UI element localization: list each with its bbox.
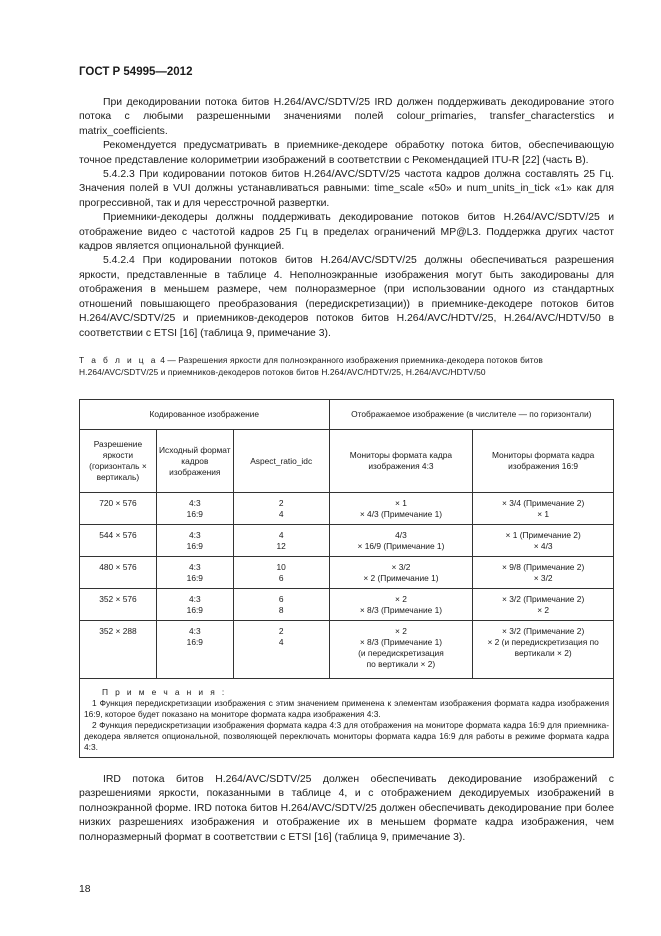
cell-monitor-16-9 — [473, 525, 614, 557]
cell-source-format-line: 4:3 — [188, 626, 201, 636]
table-row — [80, 525, 614, 557]
cell-monitor-16-9 — [473, 621, 614, 679]
table-notes — [80, 679, 614, 758]
cell-source-format-line: 4:3 — [188, 498, 201, 508]
cell-monitor-4-3 — [329, 589, 473, 621]
document-header: ГОСТ Р 54995—2012 — [79, 66, 193, 78]
cell-monitor-16-9-line: × 2 (и передискретизация по вертикали × 2) — [487, 637, 599, 658]
cell-aspect-ratio-line: 4 — [278, 637, 284, 647]
cell-aspect-ratio-line: 6 — [278, 594, 284, 604]
cell-aspect-ratio-line: 8 — [278, 605, 284, 615]
cell-resolution: 544 × 576 — [80, 525, 157, 557]
cell-aspect-ratio — [233, 525, 329, 557]
body-text-bottom — [79, 773, 614, 845]
cell-aspect-ratio-line: 2 — [278, 498, 284, 508]
cell-aspect-ratio-line: 2 — [278, 626, 284, 636]
cell-source-format-line: 4:3 — [188, 594, 201, 604]
paragraph: 5.4.2.4 При кодировании потоков битов H.264/AVC/SDTV/25 должны обеспечиваться разрешения яркости, представленные в таблице 4. Неполноэкранные изображения могут быть закодированы для отображения в меньшем размере, чем полноразмерное (при использовании одного из стандартных отношений повышающего преобразования (передискретизации)) в приемнике-декодере потоков битов H.264/AVC/SDTV/25 и приемников-декодеров потоков битов H.264/AVC/HDTV/25, H.264/AVC/HDTV/50 в соответствии с ETSI [16] (таблица 9, примечание 3). — [79, 255, 614, 339]
cell-monitor-4-3-line: × 8/3 (Примечание 1) — [359, 637, 443, 647]
cell-resolution: 480 × 576 — [80, 557, 157, 589]
cell-source-format — [156, 525, 233, 557]
cell-source-format-line: 4:3 — [188, 562, 201, 572]
cell-aspect-ratio-line: 4 — [278, 509, 284, 519]
cell-monitor-4-3-line: (и передискретизация — [358, 648, 444, 658]
cell-monitor-4-3-line: × 2 (Примечание 1) — [363, 573, 439, 583]
cell-monitor-4-3-line: × 1 — [395, 498, 407, 508]
notes-title: П р и м е ч а н и я : — [102, 687, 227, 697]
cell-monitor-16-9-line: × 9/8 (Примечание 2) — [502, 562, 585, 572]
cell-source-format — [156, 589, 233, 621]
cell-monitor-16-9-line: × 3/2 — [533, 573, 553, 583]
cell-source-format — [156, 493, 233, 525]
cell-monitor-16-9 — [473, 589, 614, 621]
table-row — [80, 557, 614, 589]
cell-aspect-ratio — [233, 621, 329, 679]
cell-source-format-line: 16:9 — [186, 637, 203, 647]
paragraph: Приемники-декодеры должны поддерживать декодирование потоков битов H.264/AVC/SDTV/25 и отображение видео с частотой кадров 25 Гц в пределах ограничений MP@L3. Поддержка других частот кадров является опциональной функцией. — [79, 212, 614, 253]
cell-resolution: 720 × 576 — [80, 493, 157, 525]
note-item: 2 Функция передискретизации изображения формата кадра 4:3 для отображения на мониторе формата кадра 16:9 для приемника-декодера является опциональной, позволяющей переключать мониторы формата кадра 16:9 для работы в режиме формата кадра 4:3. — [84, 720, 609, 752]
cell-source-format-line: 16:9 — [186, 573, 203, 583]
table-body — [80, 493, 614, 679]
cell-monitor-16-9 — [473, 557, 614, 589]
table-row — [80, 493, 614, 525]
cell-monitor-16-9-line: × 1 — [537, 509, 550, 519]
cell-monitor-16-9 — [473, 493, 614, 525]
cell-aspect-ratio-line: 10 — [276, 562, 286, 572]
column-header-aspect-ratio: Aspect_ratio_idc — [233, 430, 329, 493]
cell-aspect-ratio-line: 12 — [276, 541, 286, 551]
column-header-monitor-16-9: Мониторы формата кадра изображения 16:9 — [473, 430, 614, 493]
note-item: 1 Функция передискретизации изображения с этим значением применена к элементам изображения формата кадра изображения 16:9, которое будет показано на мониторе формата кадра изображения 4:3. — [84, 698, 609, 719]
cell-monitor-16-9-line: × 3/4 (Примечание 2) — [502, 498, 585, 508]
cell-monitor-4-3-line: × 8/3 (Примечание 1) — [359, 605, 443, 615]
cell-monitor-4-3 — [329, 525, 473, 557]
cell-aspect-ratio — [233, 493, 329, 525]
cell-monitor-4-3 — [329, 557, 473, 589]
table-row — [80, 621, 614, 679]
table-caption — [79, 354, 619, 378]
cell-monitor-4-3-line: × 3/2 — [391, 562, 411, 572]
cell-monitor-4-3 — [329, 621, 473, 679]
paragraph: При декодировании потока битов H.264/AVC/SDTV/25 IRD должен поддерживать декодирование этого потока с любыми разрешенными значениями полей colour_primaries, transfer_characterstics и matrix_coefficients. — [79, 97, 614, 137]
cell-monitor-16-9-line: × 2 — [537, 605, 550, 615]
group-header-coded: Кодированное изображение — [80, 400, 330, 430]
cell-resolution: 352 × 576 — [80, 589, 157, 621]
cell-source-format-line: 16:9 — [186, 605, 203, 615]
cell-source-format — [156, 557, 233, 589]
cell-aspect-ratio-line: 4 — [278, 530, 284, 540]
cell-source-format-line: 4:3 — [188, 530, 201, 540]
cell-monitor-4-3-line: × 2 — [395, 626, 407, 636]
paragraph: IRD потока битов H.264/AVC/SDTV/25 должен обеспечивать декодирование изображений с разрешениями яркости, показанными в таблице 4, и с отображением декодируемых изображений в полноэкранной форме. IRD потока битов H.264/AVC/SDTV/25 должен обеспечивать декодирование при более низких разрешениях изображения и отображение их в меньшем формате кадра изображения, чем полноразмерный формат в соответствии с ETSI [16] (таблица 9, примечание 3). — [79, 774, 614, 843]
cell-monitor-4-3-line: 4/3 — [395, 530, 407, 540]
group-header-displayed: Отображаемое изображение (в числителе — по горизонтали) — [329, 400, 613, 430]
cell-monitor-4-3-line: × 4/3 (Примечание 1) — [359, 509, 443, 519]
cell-monitor-16-9-line: × 4/3 — [533, 541, 553, 551]
body-text-top — [79, 96, 614, 341]
column-header-monitor-4-3: Мониторы формата кадра изображения 4:3 — [329, 430, 473, 493]
cell-source-format-line: 16:9 — [186, 509, 203, 519]
cell-source-format — [156, 621, 233, 679]
cell-monitor-4-3-line: по вертикали × 2) — [366, 659, 436, 669]
column-header-resolution: Разрешение яркости (горизонталь × вертикаль) — [80, 430, 157, 493]
cell-source-format-line: 16:9 — [186, 541, 203, 551]
cell-monitor-4-3-line: × 16/9 (Примечание 1) — [357, 541, 445, 551]
cell-monitor-16-9-line: × 3/2 (Примечание 2) — [502, 594, 585, 604]
page-number: 18 — [79, 884, 91, 895]
cell-monitor-16-9-line: × 1 (Примечание 2) — [505, 530, 581, 540]
table-caption-label: Т а б л и ц а — [79, 355, 158, 365]
paragraph: 5.4.2.3 При кодировании потоков битов H.264/AVC/SDTV/25 частота кадров должна составлять 25 Гц. Значения полей в VUI должны устанавливаться равными: time_scale «50» и num_units_in_tick «1» как для прогрессивной, так и для чересстрочной развертки. — [79, 169, 614, 209]
table-caption-text: 4 — Разрешения яркости для полноэкранного изображения приемника-декодера потоков битов H.264/AVC/SDTV/25 и приемников-декодеров потоков битов H.264/AVC/HDTV/25, H.264/AVC/HDTV/50 — [79, 355, 543, 377]
cell-aspect-ratio — [233, 589, 329, 621]
resolution-table — [79, 399, 614, 758]
table-row — [80, 589, 614, 621]
cell-monitor-16-9-line: × 3/2 (Примечание 2) — [502, 626, 585, 636]
paragraph: Рекомендуется предусматривать в приемнике-декодере обработку потока битов, обеспечивающую точное представление колориметрии изображений в соответствии с Рекомендацией ITU-R [22] (часть В). — [79, 140, 614, 166]
cell-aspect-ratio — [233, 557, 329, 589]
column-header-source-format: Исходный формат кадров изображения — [156, 430, 233, 493]
cell-resolution: 352 × 288 — [80, 621, 157, 679]
cell-monitor-4-3 — [329, 493, 473, 525]
cell-monitor-4-3-line: × 2 — [395, 594, 407, 604]
cell-aspect-ratio-line: 6 — [278, 573, 284, 583]
